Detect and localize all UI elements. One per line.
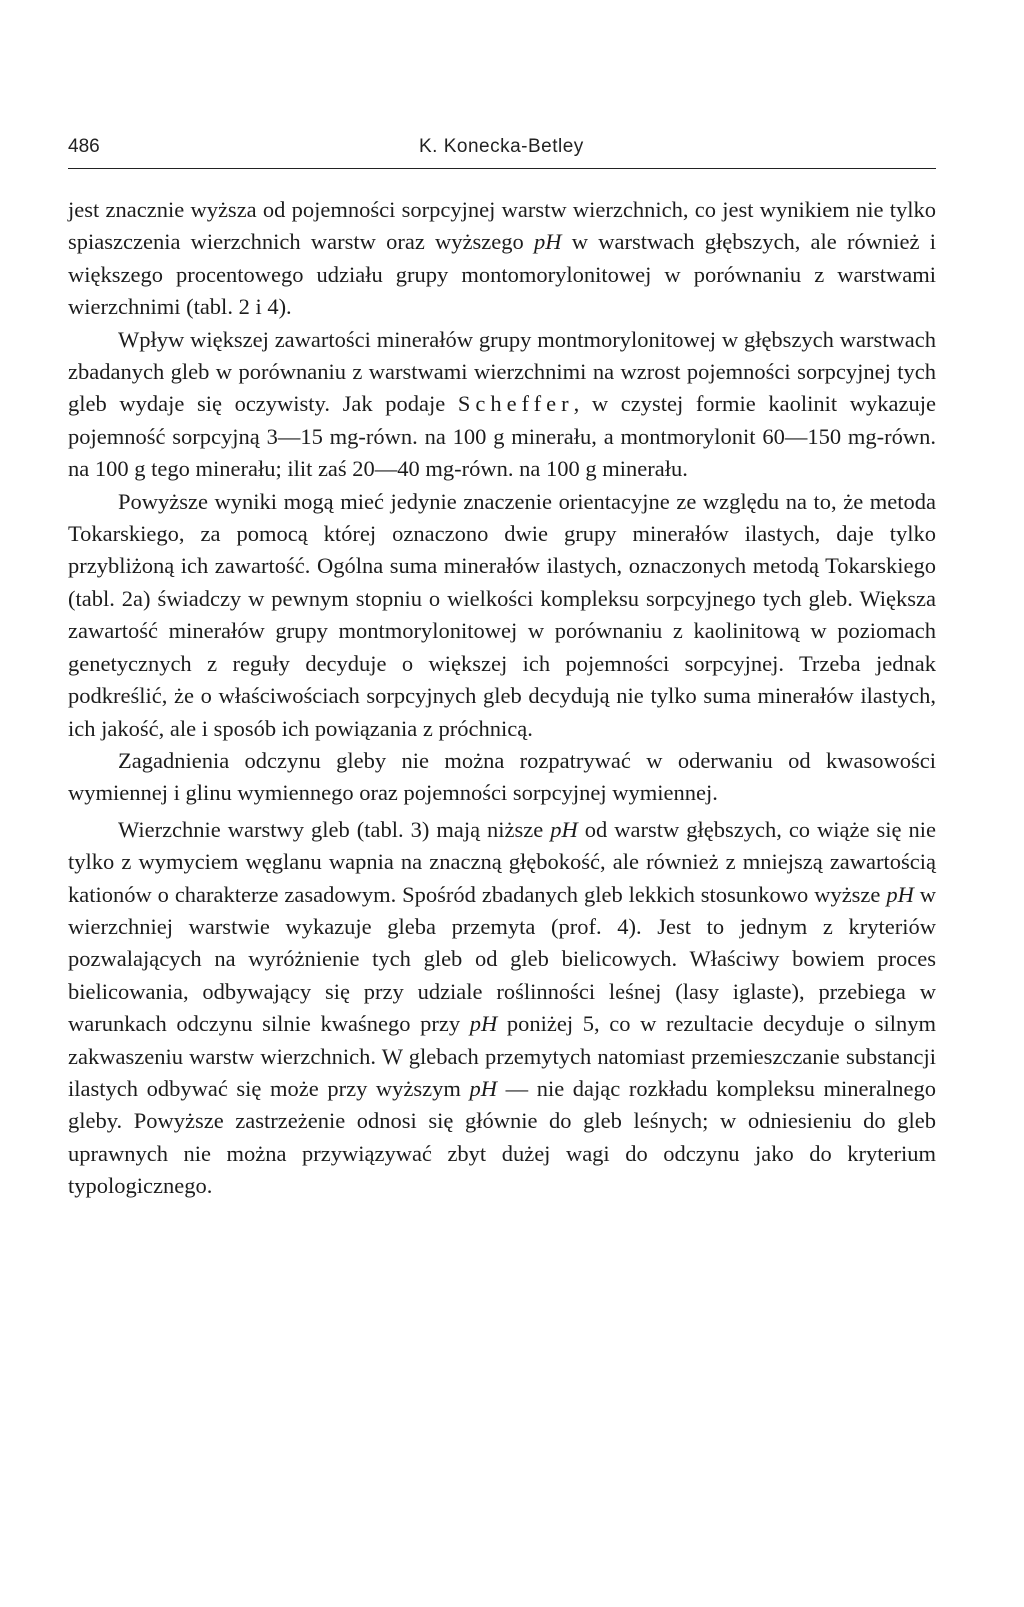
paragraph-3: Powyższe wyniki mogą mieć jedynie znaczenie orientacyjne ze względu na to, że metoda Tokarskiego, za pomocą której oznaczono dwie grupy minerałów ilastych, daje tylko przybliżoną ich zawartość. Ogólna suma minerałów ilastych, oznaczonych metodą Tokarskiego (tabl. 2a) świadczy w pewnym stopniu o wielkości kompleksu sorpcyjnego tych gleb. Większa zawartość minerałów grupy montmorylonitowej w porównaniu z kaolinitową w poziomach genetycznych z reguły decyduje o większej ich pojemności sorpcyjnej. Trzeba jednak podkreślić, że o właściwościach sorpcyjnych gleb decydują nie tylko suma minerałów ilastych, ich jakość, ale i sposób ich powiązania z próchnicą.: [68, 488, 936, 741]
text-run: poniżej 5, co w rezultacie decyduje o silnym zakwaszeniu warstw wierzchnich. W glebach przemytych natomiast przemieszczanie substancji ilastych odbywać się może przy wyższym: [68, 1011, 936, 1101]
text-run: w wierzchniej warstwie wykazuje gleba przemyta (prof. 4). Jest to jednym z kryteriów pozwalających na wyróżnienie tych gleb od gleb bielicowych. Właściwy bowiem proces bielicowania, odbywający się przy udziale roślinności leśnej (lasy iglaste), przebiega w warunkach odczynu silnie kwaśnego przy: [68, 881, 936, 1037]
ph-term: pH: [534, 229, 562, 255]
text-run: — nie dając rozkładu kompleksu mineralnego gleby. Powyższe zastrzeżenie odnosi się głównie do gleb leśnych; w odniesieniu do gleb uprawnych nie można przywiązywać zbyt dużej wagi do odczynu jako do kryterium typologicznego.: [68, 1075, 936, 1199]
body-text: [68, 194, 936, 1203]
ph-term: pH: [469, 1011, 498, 1037]
text-run: Wierzchnie warstwy gleb (tabl. 3) mają niższe: [118, 816, 551, 842]
text-run: , w czystej formie kaolinit wykazuje pojemność sorpcyjną 3—15 mg-równ. na 100 g minerału, a montmorylonit 60—150 mg-równ. na 100 g tego minerału; ilit zaś 20—40 mg-równ. na 100 g minerału.: [68, 391, 936, 482]
paragraph-4: Zagadnienia odczynu gleby nie można rozpatrywać w oderwaniu od kwasowości wymiennej i glinu wymiennego oraz pojemności sorpcyjnej wymiennej.: [68, 747, 936, 806]
page-number: 486: [68, 136, 100, 157]
text-run: od warstw głębszych, co wiąże się nie tylko z wymyciem węglanu wapnia na znaczną głębokość, ale również z mniejszą zawartością kationów o charakterze zasadowym. Spośród zbadanych gleb lekkich stosunkowo wyższe: [68, 816, 936, 907]
author-name: Scheffer: [457, 391, 574, 417]
ph-term: pH: [469, 1075, 497, 1101]
ph-term: pH: [886, 881, 914, 907]
page-header: [0, 136, 1024, 166]
paragraph-5: [68, 814, 936, 1203]
running-title: K. Konecka-Betley: [419, 136, 584, 157]
paragraph-2: [68, 324, 936, 486]
paragraph-1: [68, 194, 936, 324]
header-rule: [68, 168, 936, 169]
ph-term: pH: [550, 816, 578, 842]
text-run: jest znacznie wyższa od pojemności sorpcyjnej warstw wierzchnich, co jest wynikiem nie tylko spiaszczenia wierzchnich warstw oraz wyższego: [68, 197, 936, 255]
text-run: w warstwach głębszych, ale również i większego procentowego udziału grupy montomorylonitowej w porównaniu z warstwami wierzchnimi (tabl. 2 i 4).: [68, 229, 936, 320]
text-run: Wpływ większej zawartości minerałów grupy montmorylonitowej w głębszych warstwach zbadanych gleb w porównaniu z warstwami wierzchnimi na wzrost pojemności sorpcyjnej tych gleb wydaje się oczywisty. Jak podaje: [68, 326, 936, 417]
